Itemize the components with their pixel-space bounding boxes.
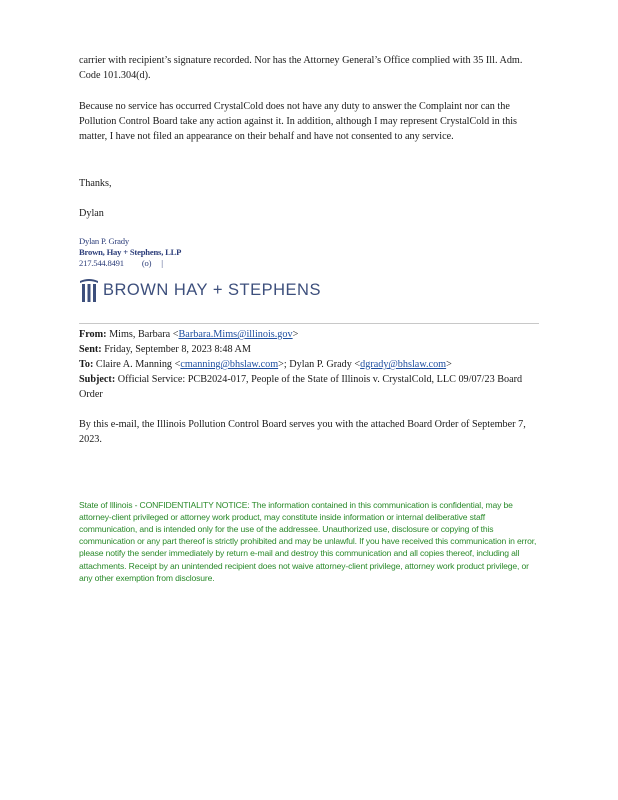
- subject-label: Subject:: [79, 374, 116, 385]
- email-sent-line: [79, 342, 539, 357]
- from-email-link[interactable]: Barbara.Mims@illinois.gov: [178, 329, 293, 340]
- signature-phone-line: [79, 258, 181, 269]
- from-name: Mims, Barbara: [109, 329, 171, 340]
- header-divider: [79, 323, 539, 324]
- confidentiality-notice: State of Illinois - CONFIDENTIALITY NOTICE: The information contained in this communication is confidential, may be attorney-client privileged or attorney work product, may constitute inside information or internal deliberative staff communication, and is intended only for the use of the addressee. Unauthorized use, disclosure or copying of this communication or any part thereof is strictly prohibited and may be unlawful. If you have received this communication in error, please notify the sender immediately by return e-mail and destroy this communication and all copies thereof, including all attachments. Receipt by an unintended recipient does not waive attorney-client privilege, attorney work product privilege, or any other exemption from disclosure.: [79, 499, 537, 583]
- email-signature: [79, 236, 181, 269]
- signature-phone-type: (o): [141, 258, 152, 268]
- firm-logo: [79, 277, 321, 303]
- email-subject-line: [79, 372, 539, 402]
- signature-firm: Brown, Hay + Stephens, LLP: [79, 247, 182, 257]
- logo-text: BROWN HAY + STEPHENS: [103, 280, 321, 299]
- to-name-2: Dylan P. Grady: [289, 359, 352, 370]
- sent-value: Friday, September 8, 2023 8:48 AM: [104, 344, 251, 355]
- to-email-link-1[interactable]: cmanning@bhslaw.com: [180, 359, 279, 370]
- to-email-link-2[interactable]: dgrady@bhslaw.com: [360, 359, 447, 370]
- email-to-line: To: Claire A. Manning <cmanning@bhslaw.com>; Dylan P. Grady <dgrady@bhslaw.com>: [79, 359, 452, 370]
- signature-phone: 217.544.8491: [79, 258, 124, 268]
- from-label: From:: [79, 329, 107, 340]
- to-name-1: Claire A. Manning: [95, 359, 173, 370]
- body-paragraph-2: Because no service has occurred CrystalCold does not have any duty to answer the Complaint nor can the Pollution Control Board take any action against it. In addition, although I may represent CrystalCold in this matter, I have not filed an appearance on their behalf and have not consented to any service.: [79, 101, 517, 142]
- to-label: To:: [79, 359, 94, 370]
- message-body: By this e-mail, the Illinois Pollution Control Board serves you with the attached Board Order of September 7, 2023.: [79, 419, 526, 445]
- closing-name: Dylan: [79, 208, 104, 219]
- closing-thanks: Thanks,: [79, 178, 112, 189]
- subject-value: Official Service: PCB2024-017, People of the State of Illinois v. CrystalCold, LLC 09/07/23 Board Order: [79, 374, 523, 400]
- body-paragraph-1: carrier with recipient’s signature recorded. Nor has the Attorney General’s Office complied with 35 Ill. Adm. Code 101.304(d).: [79, 55, 523, 81]
- signature-name: Dylan P. Grady: [79, 236, 129, 246]
- signature-separator: |: [161, 258, 163, 268]
- sent-label: Sent:: [79, 344, 102, 355]
- columns-logo-icon: [79, 277, 99, 303]
- email-from-line: From: Mims, Barbara <Barbara.Mims@illinois.gov>: [79, 329, 299, 340]
